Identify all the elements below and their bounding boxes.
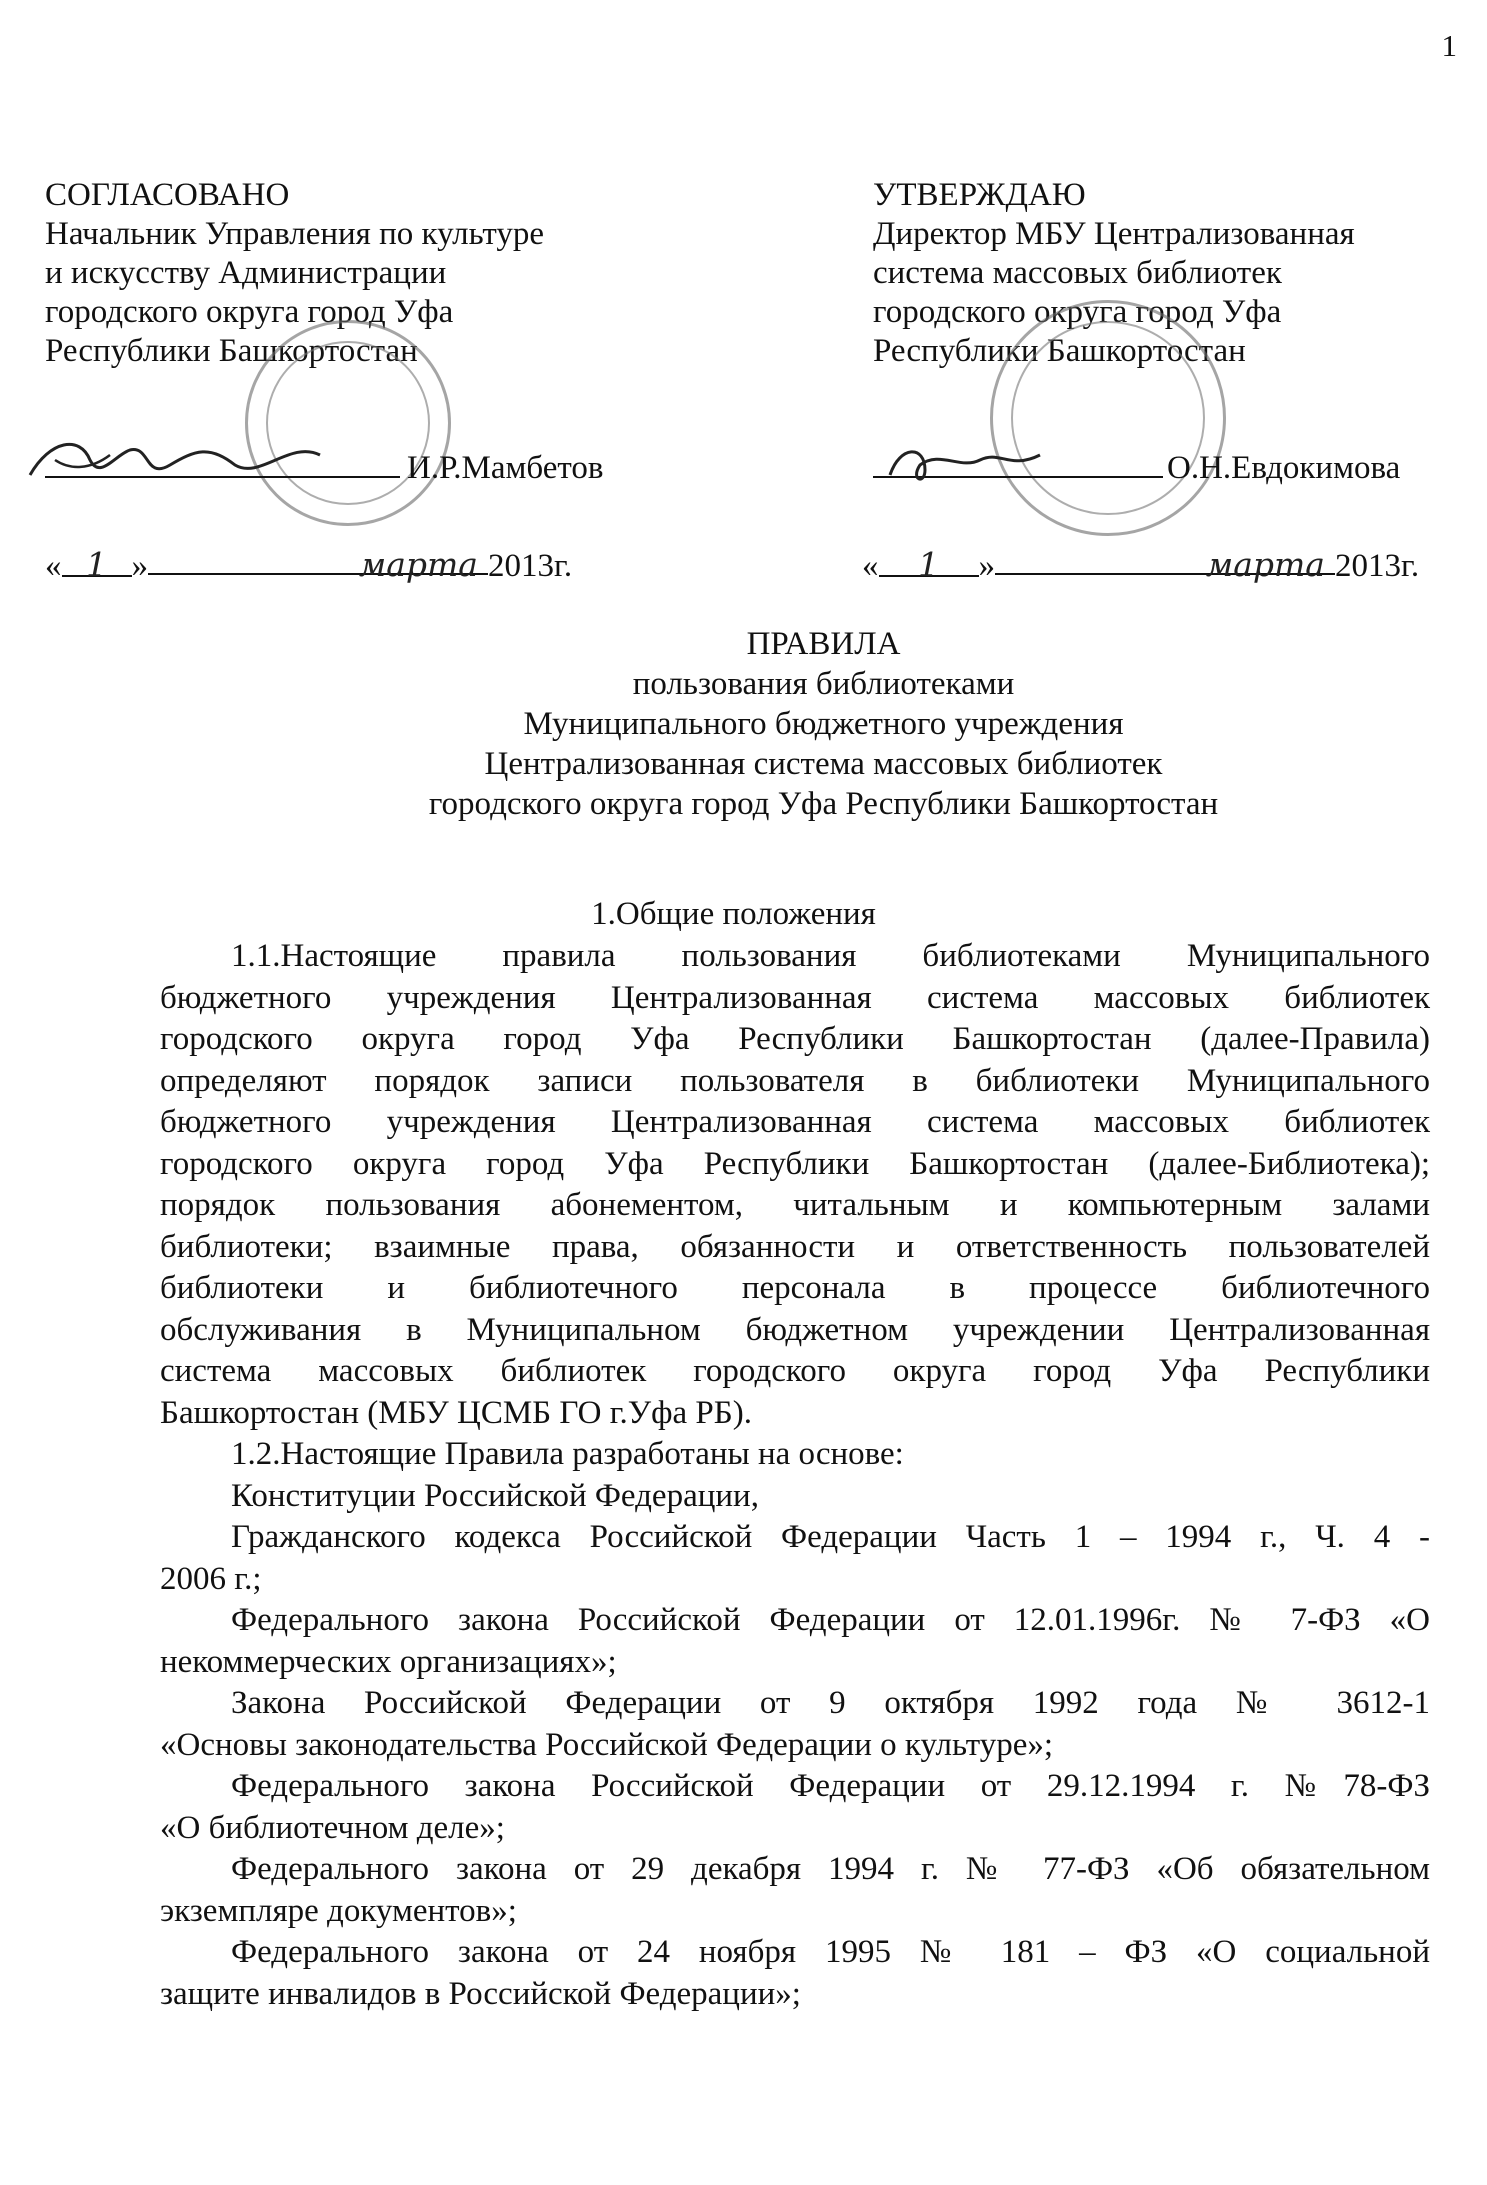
body-line: Федерального закона Российской Федерации от 29.12.1994 г. №78-ФЗ [231,1768,1430,1804]
title-main: ПРАВИЛА [746,626,901,662]
title-line: городского округа город Уфа Республики Башкортостан [428,786,1219,822]
title-line: Централизованная система массовых библиотек [484,746,1163,782]
body-line: Федерального закона от 29 декабря 1994 г. № 77-ФЗ «Об обязательном [231,1851,1430,1887]
body-line: городского округа город Уфа Республики Башкортостан (далее-Библиотека); [160,1145,1430,1182]
official-stamp-right [990,300,1226,536]
date-day: 1 [918,545,939,584]
body-line: некоммерческих организациях»; [160,1643,617,1680]
body-line: «О библиотечном деле»; [160,1809,505,1846]
body-line: обслуживания в Муниципальном бюджетном учреждении Централизованная [160,1311,1430,1348]
signer-name-left: И.Р.Мамбетов [407,450,604,486]
body-line: «Основы законодательства Российской Федерации о культуре»; [160,1726,1054,1763]
section-heading: 1.Общие положения [591,896,876,932]
date-year: 2013г. [1335,548,1420,584]
approval-heading-right: УТВЕРЖДАЮ [873,177,1086,213]
signer-name-right: О.Н.Евдокимова [1167,450,1401,486]
approval-heading-left: СОГЛАСОВАНО [45,177,290,213]
approval-line: система массовых библиотек [873,255,1282,291]
title-line: пользования библиотеками [632,666,1015,702]
approval-line: Республики Башкортостан [45,333,418,369]
handwritten-signature-right [880,430,1080,490]
body-line: бюджетного учреждения Централизованная система массовых библиотек [160,979,1430,1016]
body-line: 2006 г.; [160,1560,262,1597]
handwritten-signature-left [20,420,380,500]
body-line: экземпляре документов»; [160,1892,517,1929]
body-line: Закона Российской Федерации от 9 октября 1992 года № 3612-1 [231,1685,1430,1721]
date-quote-close: » [131,548,148,584]
date-quote-open: « [45,548,62,584]
body-line: Федерального закона от 24 ноября 1995 № 181 – ФЗ «О социальной [231,1934,1430,1970]
body-line: библиотеки и библиотечного персонала в процессе библиотечного [160,1270,1430,1306]
date-month: марта [1205,545,1325,584]
document-title [0,624,1487,824]
approval-line: Директор МБУ Централизованная [873,216,1355,252]
approval-line: Начальник Управления по культуре [45,216,545,252]
body-line: Конституции Российской Федерации, [231,1477,759,1514]
document-body [160,936,1430,2015]
body-line: городского округа город Уфа Республики Башкортостан (далее-Правила) [160,1021,1430,1057]
body-line: Башкортостан (МБУ ЦСМБ ГО г.Уфа РБ). [160,1394,752,1431]
body-line: 1.2.Настоящие Правила разработаны на основе: [231,1436,904,1472]
approval-line: и искусству Администрации [45,255,447,291]
approval-date-right [862,545,1419,585]
date-year: 2013г. [488,548,573,584]
body-line: Гражданского кодекса Российской Федерации Часть 1 – 1994 г., Ч. 4 - [231,1519,1430,1555]
body-line: библиотеки; взаимные права, обязанности и ответственность пользователей [160,1228,1430,1265]
approval-line: городского округа город Уфа [873,294,1282,330]
date-month: марта [358,545,478,584]
approval-date-left [45,545,572,585]
body-line: Федерального закона Российской Федерации от 12.01.1996г. № 7-ФЗ «О [231,1602,1430,1638]
body-line: система массовых библиотек городского округа город Уфа Республики [160,1353,1430,1389]
body-line: определяют порядок записи пользователя в библиотеки Муниципального [160,1062,1430,1099]
body-line: защите инвалидов в Российской Федерации»; [160,1975,801,2012]
approval-line: Республики Башкортостан [873,333,1246,369]
body-line: порядок пользования абонементом, читальным и компьютерным залами [160,1187,1430,1223]
body-line: бюджетного учреждения Централизованная система массовых библиотек [160,1104,1430,1140]
approval-line: городского округа город Уфа [45,294,454,330]
date-day: 1 [86,545,107,584]
date-quote-open: « [862,548,879,584]
date-quote-close: » [978,548,995,584]
page-number: 1 [1441,28,1457,63]
title-line: Муниципального бюджетного учреждения [523,706,1124,742]
body-line: 1.1.Настоящие правила пользования библиотеками Муниципального [231,938,1430,974]
